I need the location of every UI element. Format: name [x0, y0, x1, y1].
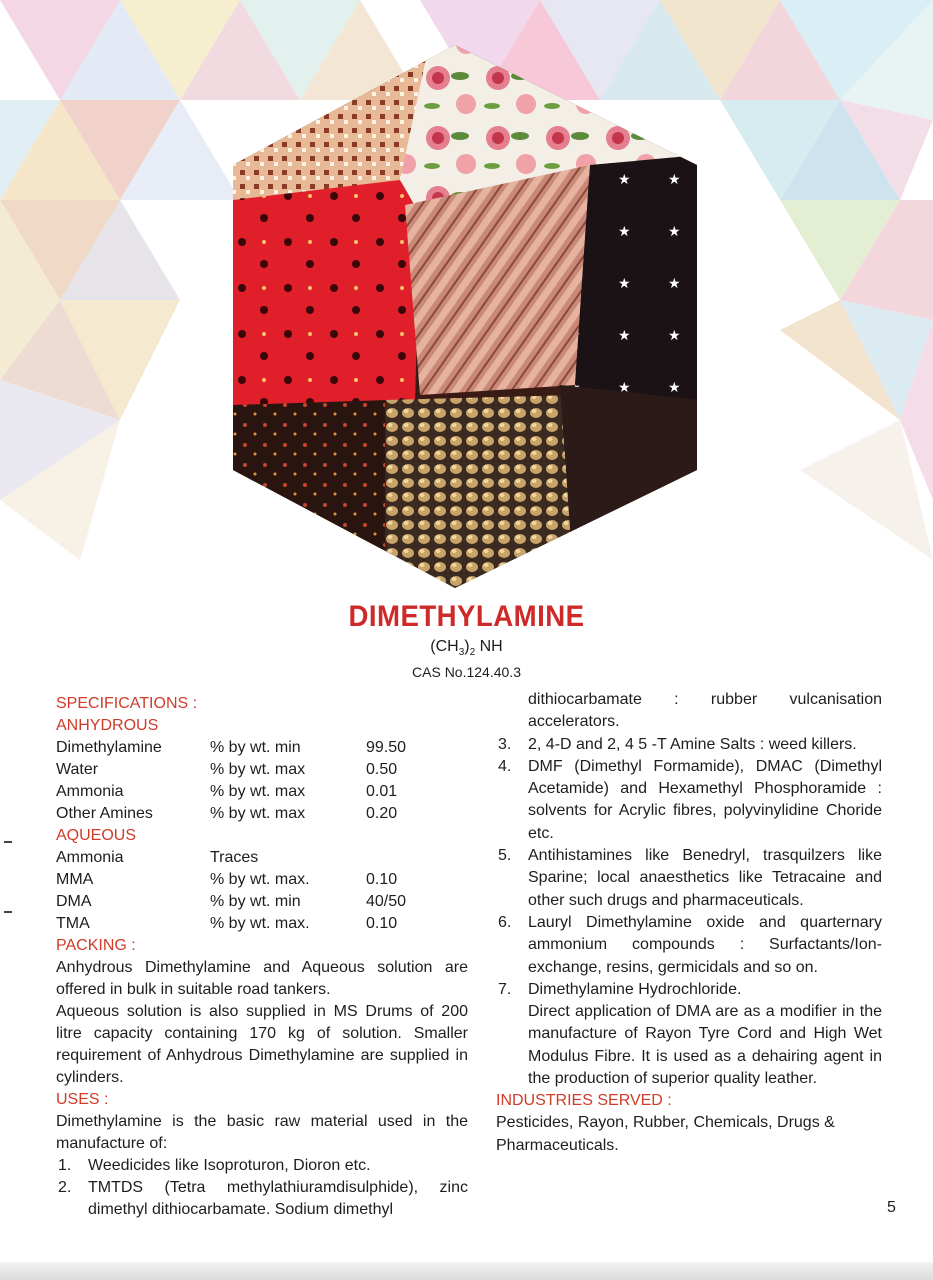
spec-name: Water	[56, 761, 99, 778]
spec-value: 99.50	[366, 739, 407, 756]
table-row	[56, 759, 446, 781]
list-item: 7. Dimethylamine Hydrochloride.	[498, 980, 742, 998]
spec-unit: % by wt. max.	[210, 871, 310, 888]
list-item: 6. Lauryl Dimethylamine oxide and quarternary ammonium compounds : Surfactants/Ion- exchange, resins, germicidals and so on.	[498, 913, 882, 976]
table-row	[56, 891, 446, 913]
list-item: 2. TMTDS (Tetra methylathiuramdisulphide), zinc dimethyl dithiocarbamate. Sodium dimethyl	[58, 1179, 468, 1218]
spec-unit: % by wt. min	[210, 893, 301, 910]
table-row	[56, 869, 446, 891]
anhydrous-heading: ANHYDROUS	[56, 717, 159, 734]
spec-unit: % by wt. max	[210, 761, 306, 778]
spec-name: MMA	[56, 871, 94, 888]
right-column	[496, 689, 882, 1157]
spec-name: Ammonia	[56, 783, 124, 800]
packing-heading: PACKING :	[56, 937, 136, 954]
uses-heading: USES :	[56, 1091, 109, 1108]
spec-unit: % by wt. max	[210, 783, 306, 800]
spec-unit: % by wt. max.	[210, 915, 310, 932]
aqueous-heading: AQUEOUS	[56, 827, 137, 844]
list-item: 3. 2, 4-D and 2, 4 5 -T Amine Salts : weed killers.	[498, 735, 857, 753]
uses-list	[56, 1155, 468, 1221]
industries-heading: INDUSTRIES SERVED :	[496, 1092, 672, 1110]
specifications-heading: SPECIFICATIONS :	[56, 695, 198, 712]
spec-name: DMA	[56, 893, 92, 910]
chemical-formula: $(CH_3)_2$ NH	[430, 638, 503, 659]
spec-value: 0.10	[366, 871, 398, 888]
table-row	[56, 803, 446, 825]
aqueous-spec-table	[56, 847, 446, 935]
table-row	[56, 847, 446, 869]
margin-mark	[4, 911, 12, 913]
list-item: 5. Antihistamines like Benedryl, trasquilzers like Sparine; local anaesthetics like Tetracaine and other such drugs and pharmaceuticals.	[498, 847, 882, 909]
spec-unit: Traces	[210, 849, 259, 866]
spec-value	[366, 847, 446, 869]
spec-name: Other Amines	[56, 805, 153, 822]
spec-name: TMA	[56, 915, 90, 932]
uses-list-continued	[496, 734, 882, 1002]
list-item: 4. DMF (Dimethyl Formamide), DMAC (Dimethyl Acetamide) and Hexamethyl Phosphoramide : solvents for Acrylic fibres, polyvinylidine Choride etc.	[498, 757, 882, 842]
table-row	[56, 781, 446, 803]
page-edge	[0, 1262, 933, 1280]
spec-name: Dimethylamine	[56, 739, 162, 756]
left-column	[56, 693, 468, 1221]
spec-value: 0.20	[366, 805, 398, 822]
page-number: 5	[887, 1199, 896, 1216]
product-title: DIMETHYLAMINE	[348, 600, 585, 633]
anhydrous-spec-table	[56, 737, 446, 825]
margin-mark	[4, 841, 12, 843]
spec-name: Ammonia	[56, 849, 124, 866]
table-row	[56, 737, 446, 759]
spec-unit: % by wt. max	[210, 805, 306, 822]
table-row	[56, 913, 446, 935]
spec-value: 0.10	[366, 915, 398, 932]
packing-paragraph: Anhydrous Dimethylamine and Aqueous solution are offered in bulk in suitable road tankers.	[56, 959, 468, 998]
spec-value: 0.50	[366, 761, 398, 778]
spec-value: 40/50	[366, 893, 407, 910]
spec-value: 0.01	[366, 783, 398, 800]
packing-paragraph: Aqueous solution is also supplied in MS Drums of 200 litre capacity containing 170 kg of solution. Smaller requirement of Anhydrous Dimethylamine are supplied in cylinders.	[56, 1003, 468, 1086]
uses-intro: Dimethylamine is the basic raw material used in the manufacture of:	[56, 1113, 468, 1152]
spec-unit: % by wt. min	[210, 739, 301, 756]
industries-text: Pesticides, Rayon, Rubber, Chemicals, Drugs & Pharmaceuticals.	[496, 1114, 835, 1154]
uses-continued: dithiocarbamate : rubber vulcanisation accelerators.	[528, 691, 882, 731]
list-item: 1. Weedicides like Isoproturon, Dioron etc.	[58, 1157, 371, 1174]
cas-number: CAS No.124.40.3	[412, 664, 521, 680]
fabric-collage-image	[0, 0, 933, 600]
direct-application-text: Direct application of DMA are as a modifier in the manufacture of Rayon Tyre Cord and High Wet Modulus Fibre. It is used as a dehairing agent in the production of superior quality leather.	[528, 1003, 882, 1088]
